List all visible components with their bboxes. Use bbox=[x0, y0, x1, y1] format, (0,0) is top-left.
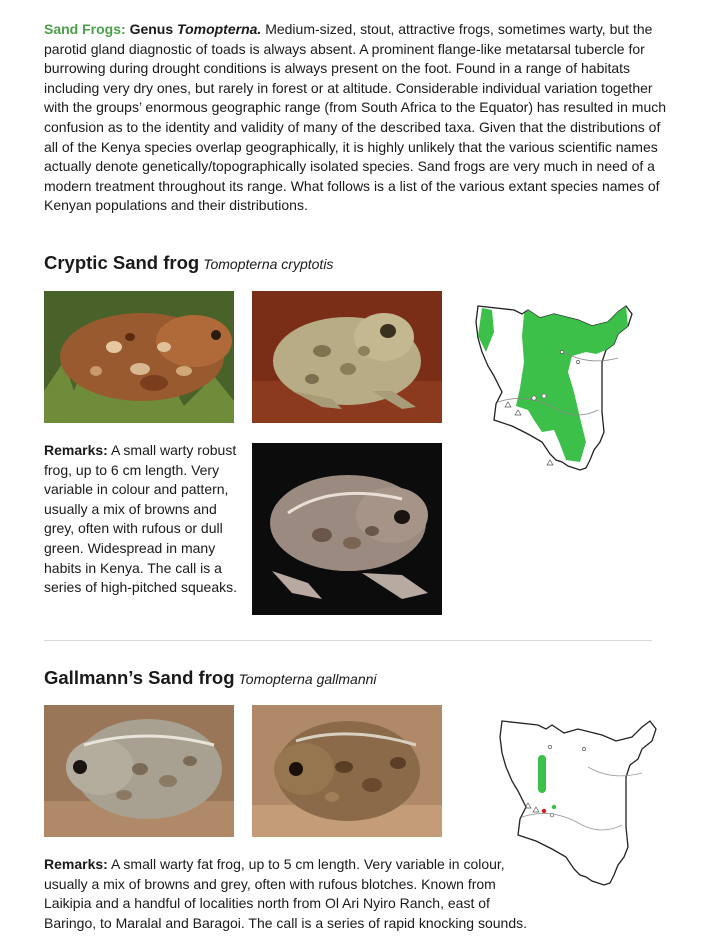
species-title-gallmann bbox=[44, 667, 377, 689]
frog-photo-gallmann-1 bbox=[44, 705, 234, 837]
remarks-cryptic bbox=[44, 441, 240, 598]
group-name: Sand Frogs: bbox=[44, 21, 126, 37]
range-map-cryptic bbox=[468, 292, 644, 482]
frog-photo-cryptic-2 bbox=[252, 291, 442, 423]
frog-photo-cryptic-3 bbox=[252, 443, 442, 615]
scientific-name: Tomopterna cryptotis bbox=[203, 256, 334, 272]
scientific-name: Tomopterna gallmanni bbox=[238, 671, 377, 687]
common-name: Cryptic Sand frog bbox=[44, 252, 200, 273]
remarks-text: A small warty fat frog, up to 5 cm length. Very variable in colour, usually a mix of browns and grey, often with rufous blotches. Known from Laikipia and a handful of localities north from Ol Ari Nyiro Ranch, east of Baringo, to Maralal and Baragoi. The call is a series of rapid knocking sounds. bbox=[44, 856, 528, 931]
species-title-cryptic bbox=[44, 252, 333, 274]
intro-paragraph bbox=[44, 20, 676, 216]
remarks-label: Remarks: bbox=[44, 442, 108, 458]
frog-photo-gallmann-2 bbox=[252, 705, 442, 837]
remarks-gallmann bbox=[44, 855, 544, 933]
genus-label: Genus bbox=[129, 21, 174, 37]
frog-photo-cryptic-1 bbox=[44, 291, 234, 423]
common-name: Gallmann’s Sand frog bbox=[44, 667, 235, 688]
genus-name: Tomopterna. bbox=[177, 21, 262, 37]
remarks-label: Remarks: bbox=[44, 856, 108, 872]
section-divider bbox=[44, 640, 652, 641]
intro-text: Medium-sized, stout, attractive frogs, sometimes warty, but the parotid gland diagnostic of toads is always absent. A prominent flange-like metatarsal tubercle for burrowing during drought conditions is always present on the foot. Found in a range of habitats including very dry ones, but rarely in forest or at altitude. Considerable individual variation together with the groups’ enormous geographic range (from South Africa to the Equator) has resulted in much confusion as to the identity and validity of many of the described taxa. Given that the distributions of all of the Kenya species overlap geographically, it is highly unlikely that the various scientific names actually denote genetically/topographically isolated species. Sand frogs are very much in need of a modern treatment throughout its range. What follows is a list of the various extant species names of Kenyan populations and their distributions. bbox=[44, 21, 667, 214]
remarks-text: A small warty robust frog, up to 6 cm length. Very variable in colour and pattern, usually a mix of browns and grey, often with rufous or dull green. Widespread in many habits in Kenya. The call is a series of high-pitched squeaks. bbox=[44, 442, 237, 596]
